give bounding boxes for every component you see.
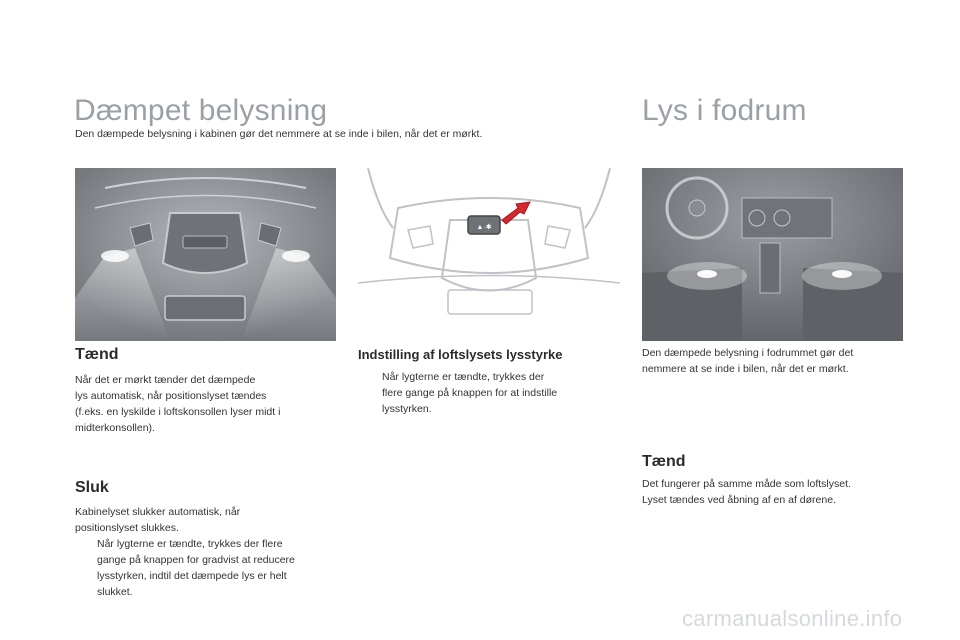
sluk-bullet xyxy=(75,536,340,600)
taend-text xyxy=(75,372,335,436)
sluk-heading: Sluk xyxy=(75,479,109,496)
indstilling-bullet-line: lysstyrken. xyxy=(382,403,432,415)
footwell-light-illustration xyxy=(642,168,903,341)
svg-text:▲·✱: ▲·✱ xyxy=(476,224,492,231)
indstilling-heading: Indstilling af loftslysets lysstyrke xyxy=(358,347,563,362)
fodrum-line: Den dæmpede belysning i fodrummet gør det xyxy=(642,347,854,359)
ceiling-button-illustration xyxy=(358,168,620,341)
fodrum-text xyxy=(642,345,912,377)
sluk-text xyxy=(75,504,340,600)
indstilling-bullet-line: flere gange på knappen for at indstille xyxy=(382,387,558,399)
sluk-line: Kabinelyset slukker automatisk, når xyxy=(75,506,241,518)
sluk-bullet-line: slukket. xyxy=(97,586,133,598)
fodrum-taend-line: Det fungerer på samme måde som loftslyset. xyxy=(642,478,851,490)
fodrum-taend-line: Lyset tændes ved åbning af en af dørene. xyxy=(642,494,836,506)
intro-text: Den dæmpede belysning i kabinen gør det nemmere at se inde i bilen, når det er mørkt. xyxy=(75,128,483,140)
taend-line: Når det er mørkt tænder det dæmpede xyxy=(75,374,256,386)
indstilling-bullet-line: Når lygterne er tændte, trykkes der xyxy=(382,371,545,383)
page-title-daempet: Dæmpet belysning xyxy=(74,94,328,127)
indstilling-bullet xyxy=(360,369,620,417)
fodrum-taend-heading: Tænd xyxy=(642,453,686,470)
taend-line: midterkonsollen). xyxy=(75,422,155,434)
sluk-line: positionslyset slukkes. xyxy=(75,522,179,534)
sluk-bullet-line: lysstyrken, indtil det dæmpede lys er helt xyxy=(97,570,287,582)
fodrum-taend-text xyxy=(642,476,912,508)
ceiling-light-illustration xyxy=(75,168,336,341)
sluk-bullet-line: gange på knappen for gradvist at reducere xyxy=(97,554,295,566)
watermark-text: carmanualsonline.info xyxy=(682,606,903,631)
taend-line: (f.eks. en lyskilde i loftskonsollen lyser midt i xyxy=(75,406,281,418)
fodrum-line: nemmere at se inde i bilen, når det er mørkt. xyxy=(642,363,849,375)
taend-heading: Tænd xyxy=(75,346,119,363)
page-title-fodrum: Lys i fodrum xyxy=(642,94,807,127)
taend-line: lys automatisk, når positionslyset tændes xyxy=(75,390,267,402)
indstilling-text xyxy=(360,369,620,417)
sluk-bullet-line: Når lygterne er tændte, trykkes der flere xyxy=(97,538,283,550)
